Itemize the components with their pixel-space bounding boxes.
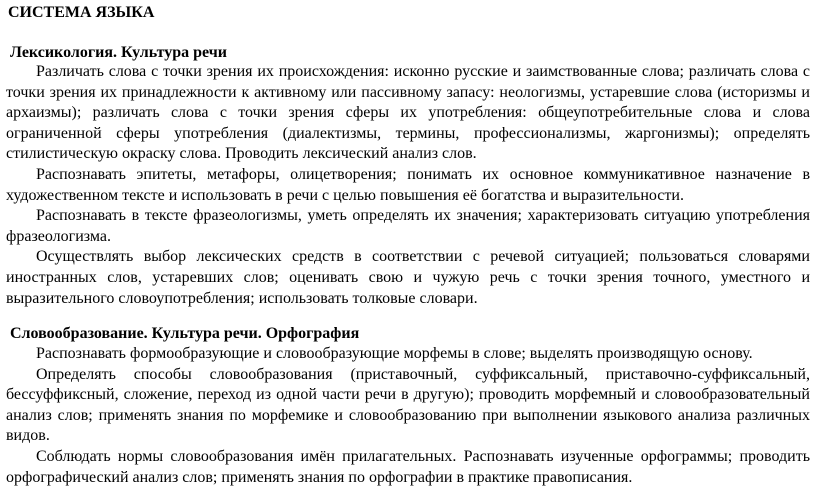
section-lexicology <box>6 62 810 309</box>
paragraph: Соблюдать нормы словообразования имён прилагательных. Распознавать изученные орфограммы; проводить орфографический анализ слов; применять знания по орфографии в практике правописания. <box>6 447 810 486</box>
section-heading-word-formation: Словообразование. Культура речи. Орфография <box>10 325 360 342</box>
paragraph: Распознавать в тексте фразеологизмы, уметь определять их значения; характеризовать ситуацию употребления фразеологизма. <box>6 207 810 245</box>
paragraph: Осуществлять выбор лексических средств в соответствии с речевой ситуацией; пользоваться словарями иностранных слов, устаревших слов; оценивать свою и чужую речь с точки зрения точного, уместного и выразительного словоупотребления; использовать толковые словари. <box>6 248 810 307</box>
paragraph: Распознавать формообразующие и словообразующие морфемы в слове; выделять производящую основу. <box>36 345 753 362</box>
section-heading-lexicology: Лексикология. Культура речи <box>10 44 227 61</box>
document-title: СИСТЕМА ЯЗЫКА <box>8 4 155 21</box>
section-word-formation <box>6 344 810 488</box>
paragraph: Определять способы словообразования (приставочный, суффиксальный, приставочно-суффиксальный, бессуффиксный, сложение, переход из одной части речи в другую); проводить морфемный и словообразовательный анализ слов; применять знания по морфемике и словообразованию при выполнении языкового анализа различных видов. <box>6 365 810 445</box>
paragraph: Распознавать эпитеты, метафоры, олицетворения; понимать их основное коммуникативное назначение в художественном тексте и использовать в речи с целью повышения её богатства и выразительности. <box>6 165 810 204</box>
paragraph: Различать слова с точки зрения их происхождения: исконно русские и заимствованные слова; различать слова с точки зрения их принадлежности к активному или пассивному запасу: неологизмы, устаревшие слова (историзмы и архаизмы); различать слова с точки зрения сферы их употребления: общеупотребительные слова и слова ограниченной сферы употребления (диалектизмы, термины, профессионализмы, жаргонизмы); определять стилистическую окраску слова. Проводить лексический анализ слов. <box>6 63 810 163</box>
